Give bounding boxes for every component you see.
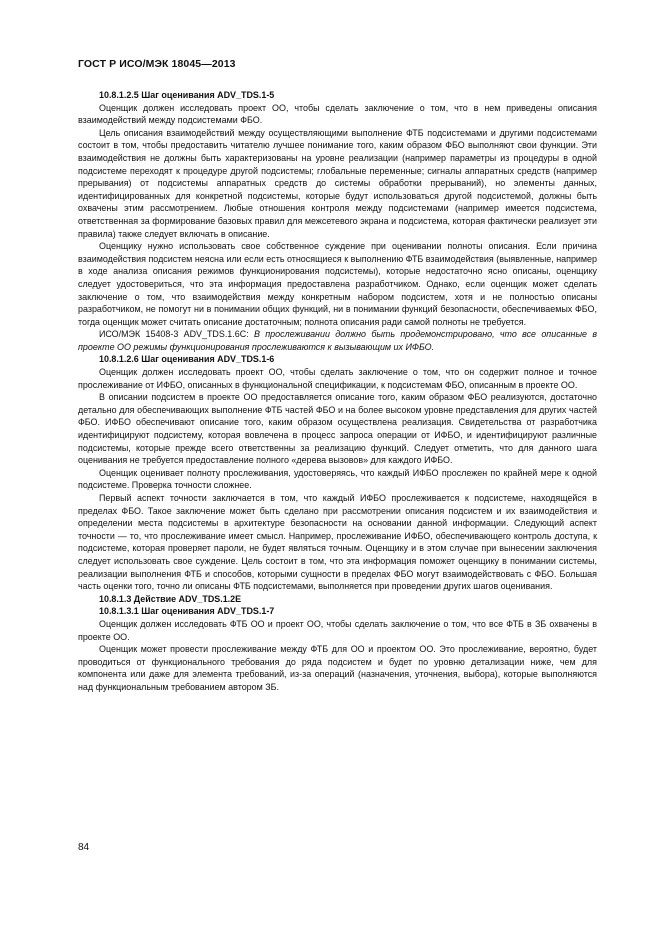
standard-reference-paragraph [78, 328, 597, 353]
document-header: ГОСТ Р ИСО/МЭК 18045—2013 [78, 58, 236, 70]
page-number: 84 [78, 842, 90, 853]
paragraph: Оценщику нужно использовать свое собственное суждение при оценивании полноты описания. Если причина взаимодействия подсистем неясна или если есть относящиеся к выполнению ФТБ взаимодействия (выявленные, например в ходе анализа описания режимов функционирования подсистемы), которые недостаточно ясно описаны, оценщику следует удостовериться, что эта информация предоставлена разработчиком. Однако, если оценщик может сделать заключение о том, что взаимодействия между конкретным набором подсистем, хотя и не полностью описаны разработчиком, не помогут ни в понимании общих функций, ни в понимании функций безопасности, обеспечиваемых ФБО, тогда оценщик может считать описание достаточным; полнота описания ради самой полноты не требуется. [78, 241, 597, 327]
paragraph: Оценщик оценивает полноту прослеживания, удостоверяясь, что каждый ИФБО прослежен по крайней мере к одной подсистеме. Проверка точности сложнее. [78, 467, 597, 491]
paragraph: Оценщик должен исследовать проект ОО, чтобы сделать заключение о том, что в нем приведены описания взаимодействий между подсистемами ФБО. [78, 102, 597, 126]
paragraph: Оценщик должен исследовать ФТБ ОО и проект ОО, чтобы сделать заключение о том, что все ФТБ в ЗБ охвачены в проекте ОО. [78, 618, 597, 642]
section-heading: 10.8.1.3.1 Шаг оценивания ADV_TDS.1-7 [99, 606, 275, 617]
section-heading: 10.8.1.2.6 Шаг оценивания ADV_TDS.1-6 [99, 354, 275, 365]
paragraph: Оценщик должен исследовать проект ОО, чтобы сделать заключение о том, что он содержит полное и точное прослеживание от ИФБО, описанных в функциональной спецификации, к подсистемам ФБО, описанным в проекте ОО. [78, 367, 597, 390]
section-heading: 10.8.1.3 Действие ADV_TDS.1.2E [99, 593, 242, 604]
paragraph: В описании подсистем в проекте ОО предоставляется описание того, каким образом ФБО реализуются, достаточно детально для обеспечивающих выполнение ФТБ частей ФБО и на более высоком уровне представления для других частей ФБО. ИФБО обеспечивают описание того, каким образом осуществлена реализация. Свидетельства от разработчика идентифицируют подсистему, которая вовлечена в процесс запроса операции от ИФБО, и идентифицируют различные подсистемы, которые прежде всего ответственны за реализацию функций. Следует отметить, что для данного шага оценивания не требуется предоставление полного «дерева вызовов» для каждого ИФБО. [78, 392, 597, 466]
standard-requirement-text: В прослеживании должно быть продемонстрировано, что все описанные в проекте ОО режимы функционирования прослеживаются к вызывающим их ИФБО. [78, 329, 597, 352]
paragraph: Цель описания взаимодействий между осуществляющими выполнение ФТБ подсистемами и другими подсистемами состоит в том, чтобы предоставить читателю лучшее понимание того, каким образом ФБО выполняют свои функции. Эти взаимодействия не должны быть характеризованы на уровне реализации (например параметры из процедуры в одной подсистеме переходят к процедуре другой подсистемы; глобальные переменные; сигналы аппаратных средств (например прерывания) от подсистемы аппаратных средств до системы обработки прерываний), но элементы данных, идентифицированных для конкретной подсистемы, которые будут использоваться другой подсистемой, должны быть охвачены этим рассмотрением. Любые отношения контроля между подсистемами (например имеется подсистема, ответственная за формирование базовых правил для межсетевого экрана и подсистема, которая фактически реализует эти правила) также следует включать в описание. [78, 127, 597, 239]
paragraph: Оценщик может провести прослеживание между ФТБ для ОО и проектом ОО. Это прослеживание, вероятно, будет проводиться от функционального требования до ряда подсистем и будет по уровню детализации ниже, чем для компонента или даже для элемента требований, из-за операций (назначения, уточнения, выбора), которые выполняются над функциональным требованием автором ЗБ. [78, 644, 597, 692]
paragraph: Первый аспект точности заключается в том, что каждый ИФБО прослеживается к подсистеме, находящейся в пределах ФБО. Такое заключение может быть сделано при рассмотрении описания подсистем и их взаимодействия и определении места подсистемы в архитектуре безопасности на основании данной информации. Следующий аспект точности — то, что прослеживание имеет смысл. Например, прослеживание ИФБО, обеспечивающего контроль доступа, к подсистеме, которая проверяет пароли, не будет являться точным. Оценщику и в этом случае при вынесении заключения следует использовать свое суждение. Цель состоит в том, что эта информация поможет оценщику в понимании системы, реализации выполнения ФТБ и способов, которыми сущности в пределах ФБО могут взаимодействовать с ФБО. Большая часть оценки того, точно ли описаны ФТБ подсистемами, выполняется при проведении других шагов оценивания. [78, 493, 597, 592]
document-body [78, 89, 597, 694]
section-heading: 10.8.1.2.5 Шаг оценивания ADV_TDS.1-5 [99, 90, 275, 100]
standard-reference: ИСО/МЭК 15408-3 ADV_TDS.1.6C: [99, 329, 254, 340]
